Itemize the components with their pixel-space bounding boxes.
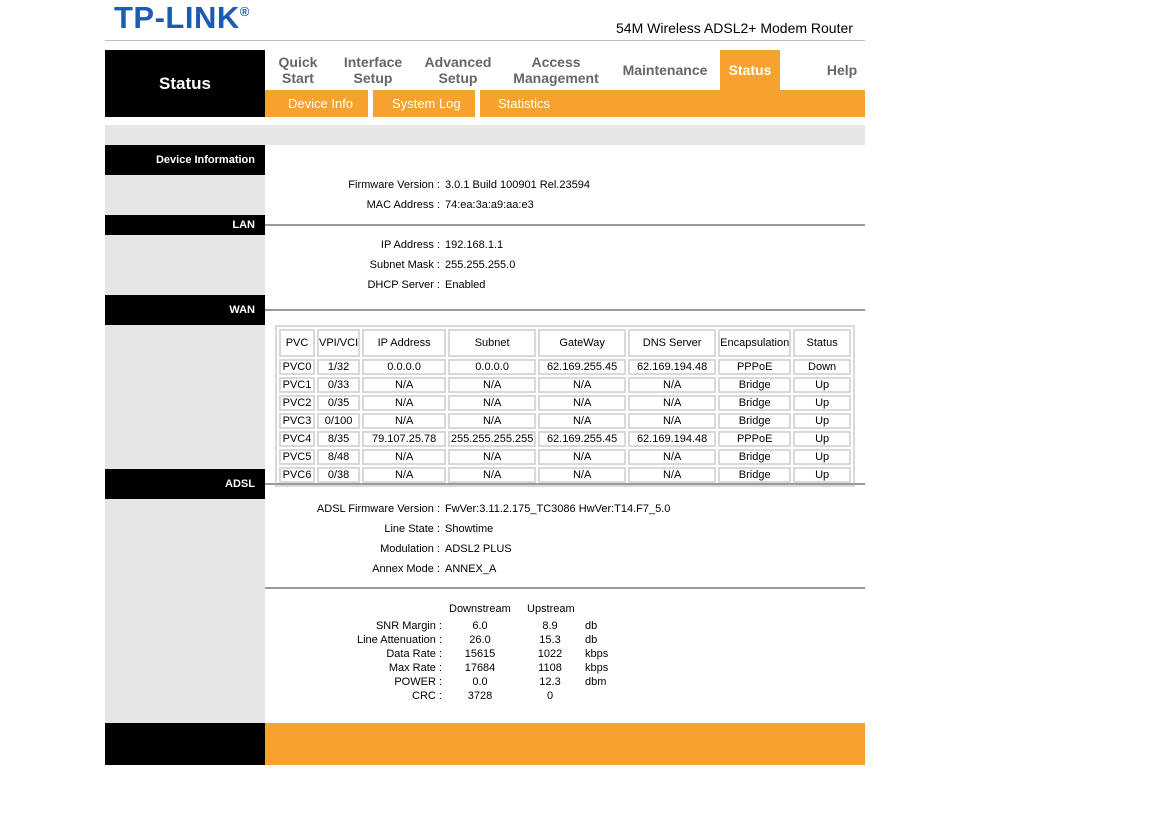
wan-divider — [265, 309, 865, 311]
cell: PVC1 — [279, 377, 315, 393]
table-row — [279, 359, 851, 375]
cell: Bridge — [718, 377, 791, 393]
cell: 1/32 — [317, 359, 360, 375]
footer-left — [105, 723, 265, 765]
cell: N/A — [362, 467, 446, 483]
cell: N/A — [628, 467, 716, 483]
cell: Up — [793, 467, 851, 483]
cell: N/A — [538, 449, 626, 465]
col-pvc: PVC — [279, 329, 315, 357]
stat-label: SNR Margin : — [375, 620, 442, 632]
sub-nav — [265, 90, 865, 117]
stats-header-downstream: Downstream — [449, 603, 511, 615]
mac-label: MAC Address : — [366, 199, 440, 211]
cell: N/A — [538, 395, 626, 411]
nav-interface-setup[interactable]: Interface Setup — [343, 54, 403, 86]
tp-link-logo: TP-LINK® — [114, 0, 250, 35]
cell: N/A — [362, 413, 446, 429]
nav-maintenance[interactable]: Maintenance — [622, 62, 708, 78]
stat-label: Line Attenuation : — [356, 634, 442, 646]
cell: PPPoE — [718, 431, 791, 447]
cell: N/A — [448, 467, 536, 483]
wan-table — [275, 325, 855, 487]
stat-unit: kbps — [585, 648, 609, 660]
stat-up: 1108 — [538, 662, 562, 674]
cell: 255.255.255.255 — [448, 431, 536, 447]
section-lan: LAN — [105, 215, 265, 235]
model-name: 54M Wireless ADSL2+ Modem Router — [616, 20, 853, 36]
cell: 0/100 — [317, 413, 360, 429]
annex-mode-label: Annex Mode : — [372, 563, 440, 575]
stat-label: CRC : — [412, 690, 442, 702]
modulation-value: ADSL2 PLUS — [445, 543, 512, 555]
lan-divider — [265, 224, 865, 226]
cell: 62.169.255.45 — [538, 359, 626, 375]
cell: PVC2 — [279, 395, 315, 411]
cell: 0/33 — [317, 377, 360, 393]
subnav-separator — [368, 90, 373, 117]
cell: PPPoE — [718, 359, 791, 375]
page-title: Status — [105, 50, 265, 117]
col-ip-address: IP Address — [362, 329, 446, 357]
cell: Up — [793, 377, 851, 393]
cell: N/A — [538, 377, 626, 393]
subnav-separator — [475, 90, 480, 117]
line-state-value: Showtime — [445, 523, 494, 535]
cell: N/A — [448, 377, 536, 393]
section-device-information: Device Information — [105, 145, 265, 175]
adsl-divider — [265, 483, 865, 485]
stat-label: Data Rate : — [386, 648, 442, 660]
cell: Bridge — [718, 449, 791, 465]
stats-header-upstream: Upstream — [527, 603, 575, 615]
cell: 8/35 — [317, 431, 360, 447]
table-row — [279, 431, 851, 447]
section-adsl: ADSL — [105, 469, 265, 499]
adsl-fw-label: ADSL Firmware Version : — [316, 503, 440, 515]
stat-up: 12.3 — [539, 676, 561, 688]
cell: 0/35 — [317, 395, 360, 411]
line-state-label: Line State : — [384, 523, 440, 535]
cell: N/A — [448, 413, 536, 429]
cell: Up — [793, 449, 851, 465]
firmware-value: 3.0.1 Build 100901 Rel.23594 — [445, 179, 590, 191]
cell: Down — [793, 359, 851, 375]
nav-access-management[interactable]: Access Management — [513, 54, 599, 86]
subnav-system-log[interactable]: System Log — [392, 96, 461, 111]
lan-ip-label: IP Address : — [380, 239, 440, 251]
subnet-mask-label: Subnet Mask : — [369, 259, 440, 271]
cell: Bridge — [718, 395, 791, 411]
table-row — [279, 377, 851, 393]
nav-quick-start[interactable]: Quick Start — [278, 54, 318, 86]
stat-down: 26.0 — [469, 634, 491, 646]
stat-up: 15.3 — [539, 634, 561, 646]
stat-down: 15615 — [464, 648, 496, 660]
nav-status[interactable]: Status — [720, 50, 780, 90]
main-nav — [265, 50, 865, 90]
nav-advanced-setup[interactable]: Advanced Setup — [424, 54, 492, 86]
cell: 62.169.194.48 — [628, 359, 716, 375]
stat-up: 8.9 — [542, 620, 558, 632]
cell: 79.107.25.78 — [362, 431, 446, 447]
cell: N/A — [628, 449, 716, 465]
cell: PVC6 — [279, 467, 315, 483]
stat-down: 17684 — [464, 662, 496, 674]
cell: N/A — [362, 449, 446, 465]
col-status: Status — [793, 329, 851, 357]
header-divider — [105, 40, 865, 41]
stat-down: 0.0 — [472, 676, 488, 688]
table-row — [279, 467, 851, 483]
cell: 62.169.255.45 — [538, 431, 626, 447]
stat-label: Max Rate : — [388, 662, 442, 674]
cell: N/A — [538, 413, 626, 429]
subnav-device-info[interactable]: Device Info — [288, 96, 354, 111]
modulation-label: Modulation : — [380, 543, 440, 555]
stat-label: POWER : — [394, 676, 442, 688]
adsl-fw-value: FwVer:3.11.2.175_TC3086 HwVer:T14.F7_5.0 — [445, 503, 671, 515]
dhcp-value: Enabled — [445, 279, 486, 291]
cell: Up — [793, 413, 851, 429]
stat-up: 1022 — [537, 648, 563, 660]
stat-down: 3728 — [467, 690, 493, 702]
stat-down: 6.0 — [472, 620, 488, 632]
section-wan: WAN — [105, 295, 265, 325]
stat-unit: db — [585, 634, 598, 646]
col-encapsulation: Encapsulation — [718, 329, 791, 357]
cell: 0.0.0.0 — [362, 359, 446, 375]
table-row — [279, 449, 851, 465]
footer-right — [265, 723, 865, 765]
cell: Up — [793, 431, 851, 447]
adsl-stats-divider — [265, 587, 865, 589]
cell: 0/38 — [317, 467, 360, 483]
nav-help[interactable]: Help — [826, 62, 858, 78]
top-gray-band — [105, 125, 865, 145]
cell: Bridge — [718, 413, 791, 429]
cell: 0.0.0.0 — [448, 359, 536, 375]
col-gateway: GateWay — [538, 329, 626, 357]
cell: PVC5 — [279, 449, 315, 465]
cell: N/A — [538, 467, 626, 483]
cell: PVC0 — [279, 359, 315, 375]
mac-value: 74:ea:3a:a9:aa:e3 — [445, 199, 534, 211]
stat-unit: kbps — [585, 662, 609, 674]
dhcp-label: DHCP Server : — [367, 279, 440, 291]
subnet-mask-value: 255.255.255.0 — [445, 259, 516, 271]
cell: N/A — [362, 377, 446, 393]
cell: N/A — [628, 413, 716, 429]
cell: PVC3 — [279, 413, 315, 429]
cell: N/A — [628, 395, 716, 411]
cell: N/A — [448, 449, 536, 465]
annex-mode-value: ANNEX_A — [445, 563, 497, 575]
col-vpi-vci: VPI/VCI — [317, 329, 360, 357]
cell: Up — [793, 395, 851, 411]
col-subnet: Subnet — [448, 329, 536, 357]
cell: N/A — [628, 377, 716, 393]
table-row — [279, 413, 851, 429]
lan-ip-value: 192.168.1.1 — [445, 239, 504, 251]
stat-unit: db — [585, 620, 598, 632]
firmware-label: Firmware Version : — [348, 179, 440, 191]
col-dns-server: DNS Server — [628, 329, 716, 357]
stat-up: 0 — [546, 690, 554, 702]
cell: 8/48 — [317, 449, 360, 465]
cell: 62.169.194.48 — [628, 431, 716, 447]
cell: Bridge — [718, 467, 791, 483]
cell: PVC4 — [279, 431, 315, 447]
stat-unit: dbm — [585, 676, 607, 688]
table-header-row — [279, 329, 851, 357]
cell: N/A — [448, 395, 536, 411]
cell: N/A — [362, 395, 446, 411]
table-row — [279, 395, 851, 411]
subnav-statistics[interactable]: Statistics — [498, 96, 551, 111]
